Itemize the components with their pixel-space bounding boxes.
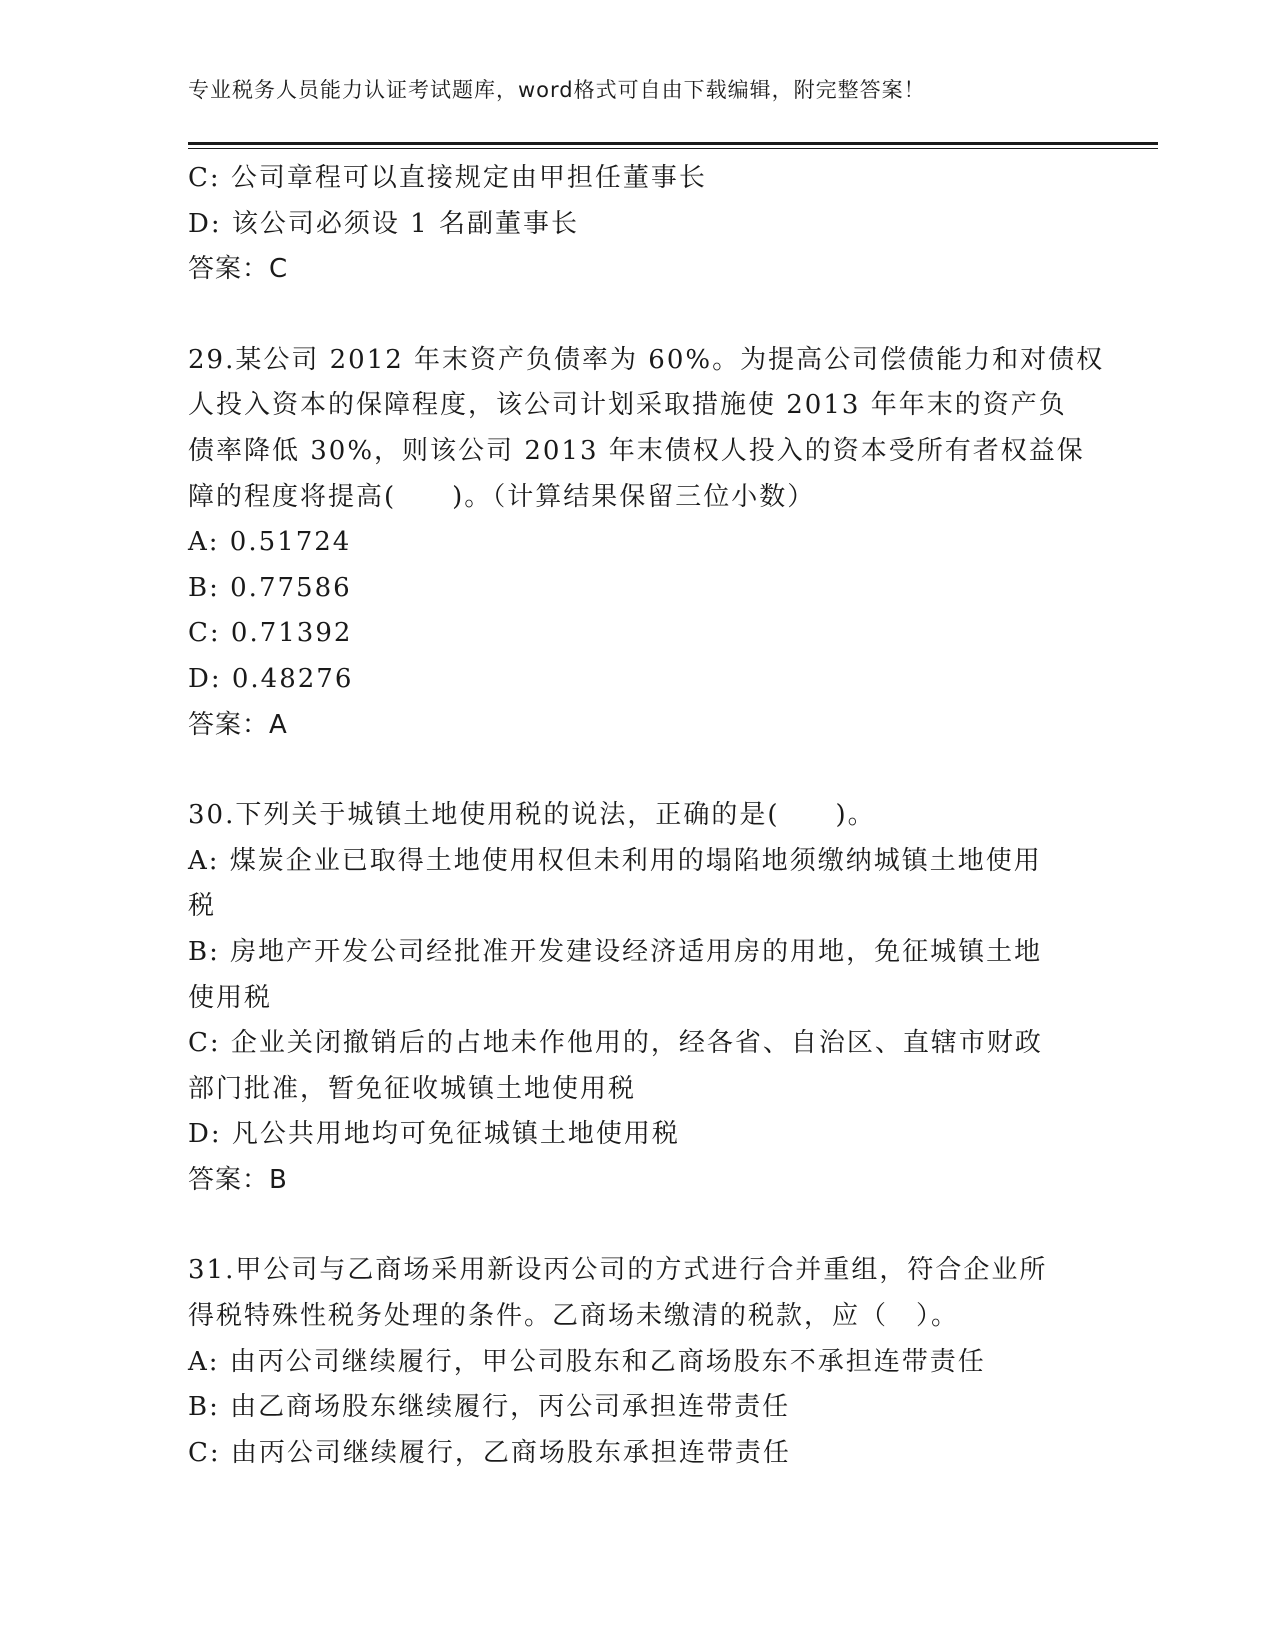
- option-d: D: 凡公共用地均可免征城镇土地使用税: [188, 1119, 680, 1150]
- option-a: A: 由丙公司继续履行，甲公司股东和乙商场股东不承担连带责任: [188, 1346, 986, 1377]
- option-a: A: 煤炭企业已取得土地使用权但未利用的塌陷地须缴纳城镇土地使用: [188, 845, 1042, 876]
- question-28-tail: [188, 156, 1088, 293]
- option-c: C: 企业关闭撤销后的占地未作他用的，经各省、自治区、直辖市财政: [188, 1028, 1043, 1059]
- answer-line: 答案：C: [188, 254, 289, 285]
- question-31: [188, 1248, 1088, 1476]
- option-b: B: 房地产开发公司经批准开发建设经济适用房的用地，免征城镇土地: [188, 936, 1043, 967]
- question-text: 30.下列关于城镇土地使用税的说法，正确的是( )。: [188, 800, 876, 831]
- answer-line: 答案：B: [188, 1164, 288, 1195]
- header-divider-thick: [188, 142, 1158, 145]
- option-b: B: 由乙商场股东继续履行，丙公司承担连带责任: [188, 1392, 791, 1423]
- question-text: 29.某公司 2012 年末资产负债率为 60%。为提高公司偿债能力和对债权: [188, 344, 1105, 375]
- question-text: 债率降低 30%，则该公司 2013 年末债权人投入的资本受所有者权益保: [188, 435, 1085, 466]
- option-b: B: 0.77586: [188, 572, 352, 603]
- option-b-continued: 使用税: [188, 982, 273, 1013]
- header-divider-thin: [188, 148, 1158, 149]
- option-d: D: 该公司必须设 1 名副董事长: [188, 208, 579, 239]
- option-c: C: 0.71392: [188, 618, 353, 649]
- spacer: [188, 1203, 1088, 1248]
- option-d: D: 0.48276: [188, 663, 354, 694]
- option-a: A: 0.51724: [188, 527, 352, 558]
- answer-line: 答案：A: [188, 709, 288, 740]
- question-text: 31.甲公司与乙商场采用新设丙公司的方式进行合并重组，符合企业所: [188, 1255, 1048, 1286]
- page-header: 专业税务人员能力认证考试题库，word格式可自由下载编辑，附完整答案！: [188, 78, 926, 102]
- option-c: C: 公司章程可以直接规定由甲担任董事长: [188, 163, 707, 193]
- question-list: [188, 156, 1105, 1476]
- option-c: C: 由丙公司继续履行，乙商场股东承担连带责任: [188, 1437, 791, 1468]
- question-29: [188, 338, 1105, 748]
- option-a-continued: 税: [188, 891, 217, 922]
- question-text: 人投入资本的保障程度，该公司计划采取措施使 2013 年年末的资产负: [188, 390, 1067, 421]
- question-text: 障的程度将提高( )。（计算结果保留三位小数）: [188, 481, 816, 512]
- question-30: [188, 793, 1088, 1203]
- spacer: [188, 293, 1088, 338]
- spacer: [188, 748, 1088, 793]
- question-text: 得税特殊性税务处理的条件。乙商场未缴清的税款，应（ ）。: [188, 1301, 960, 1332]
- option-c-continued: 部门批准，暂免征收城镇土地使用税: [188, 1073, 637, 1104]
